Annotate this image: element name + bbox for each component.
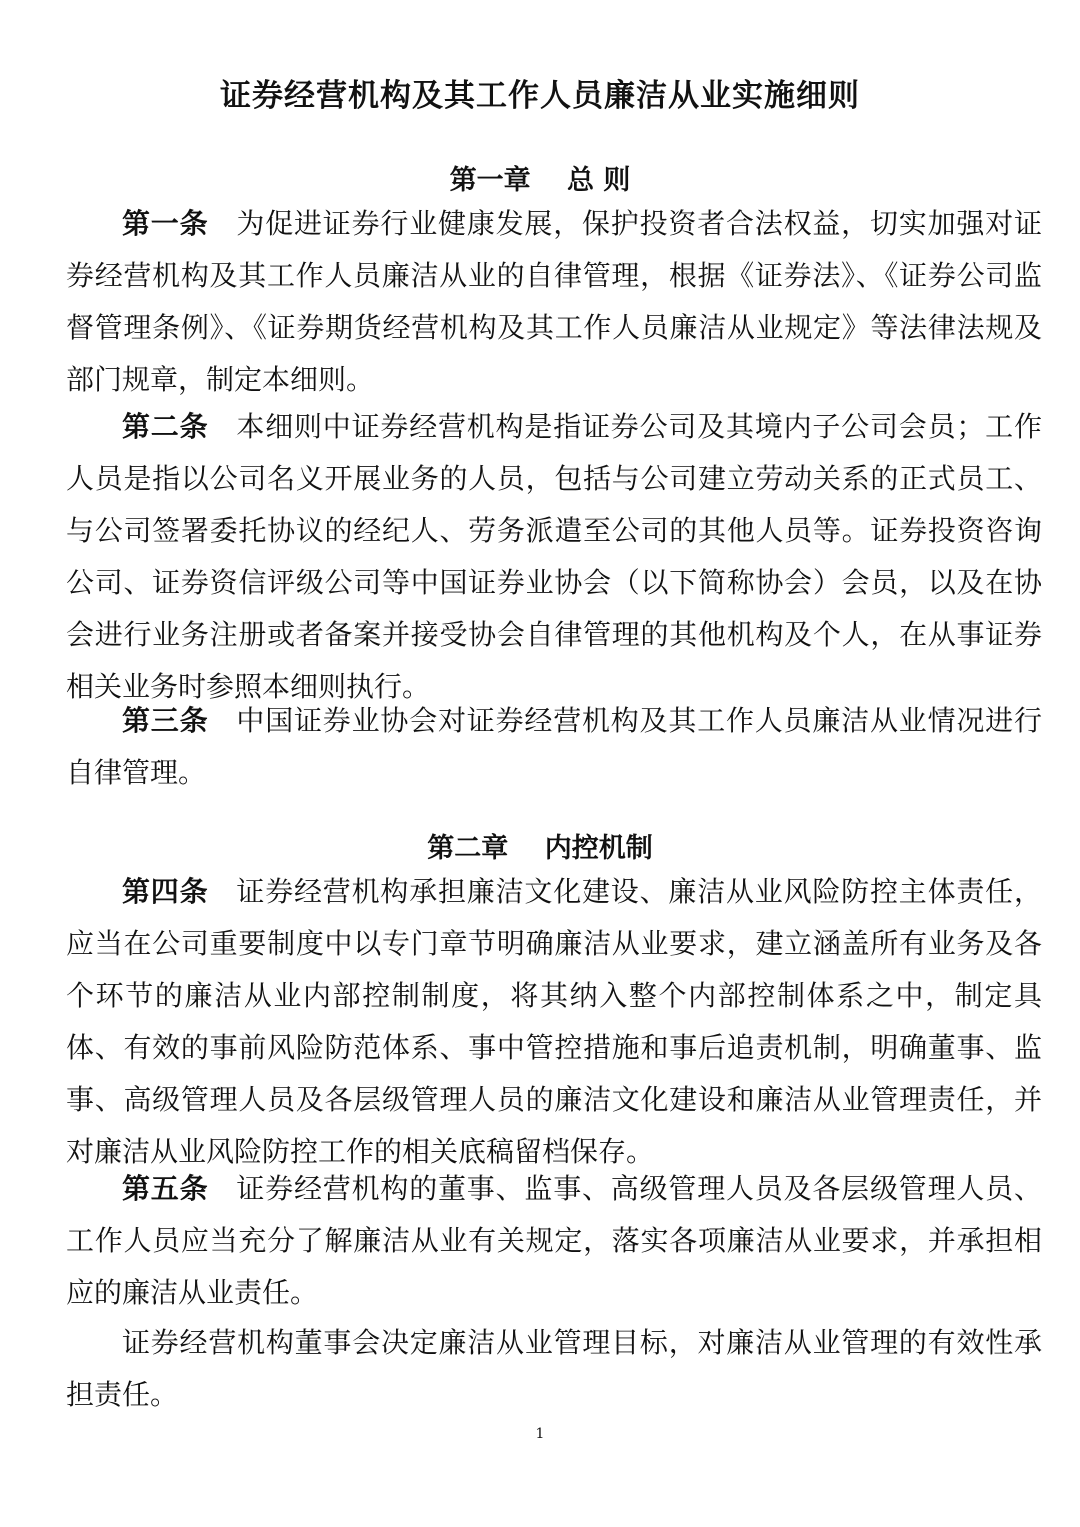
document-title: 证券经营机构及其工作人员廉洁从业实施细则 [220, 78, 860, 114]
article-label: 第四条 [122, 875, 209, 908]
chapter-heading-1: 第一章 总 则 [449, 165, 631, 196]
article-5 [66, 1163, 1042, 1319]
article-text: 为促进证券行业健康发展，保护投资者合法权益，切实加强对证券经营机构及其工作人员廉洁从业的自律管理，根据《证券法》、《证券公司监督管理条例》、《证券期货经营机构及其工作人员廉洁从业规定》等法律法规及部门规章，制定本细则。 [66, 207, 1042, 396]
article-3 [66, 695, 1042, 799]
article-label: 第一条 [122, 207, 209, 240]
article-1 [66, 198, 1042, 406]
article-2 [66, 401, 1042, 713]
article-text: 证券经营机构的董事、监事、高级管理人员及各层级管理人员、工作人员应当充分了解廉洁从业有关规定，落实各项廉洁从业要求，并承担相应的廉洁从业责任。 [66, 1172, 1042, 1309]
page-number: 1 [535, 1426, 545, 1442]
article-5-paragraph-2: 证券经营机构董事会决定廉洁从业管理目标，对廉洁从业管理的有效性承担责任。 [66, 1326, 1042, 1411]
article-label: 第二条 [122, 410, 209, 443]
article-text: 证券经营机构承担廉洁文化建设、廉洁从业风险防控主体责任，应当在公司重要制度中以专门章节明确廉洁从业要求，建立涵盖所有业务及各个环节的廉洁从业内部控制制度，将其纳入整个内部控制体系之中，制定具体、有效的事前风险防范体系、事中管控措施和事后追责机制，明确董事、监事、高级管理人员及各层级管理人员的廉洁文化建设和廉洁从业管理责任，并对廉洁从业风险防控工作的相关底稿留档保存。 [66, 875, 1042, 1168]
article-text: 中国证券业协会对证券经营机构及其工作人员廉洁从业情况进行自律管理。 [66, 704, 1042, 789]
article-text: 本细则中证券经营机构是指证券公司及其境内子公司会员；工作人员是指以公司名义开展业务的人员，包括与公司建立劳动关系的正式员工、与公司签署委托协议的经纪人、劳务派遣至公司的其他人员等。证券投资咨询公司、证券资信评级公司等中国证券业协会（以下简称协会）会员，以及在协会进行业务注册或者备案并接受协会自律管理的其他机构及个人，在从事证券相关业务时参照本细则执行。 [66, 410, 1042, 703]
article-label: 第三条 [122, 704, 209, 737]
article-4 [66, 866, 1042, 1178]
chapter-heading-2: 第二章 内控机制 [427, 833, 653, 864]
article-label: 第五条 [122, 1172, 209, 1205]
